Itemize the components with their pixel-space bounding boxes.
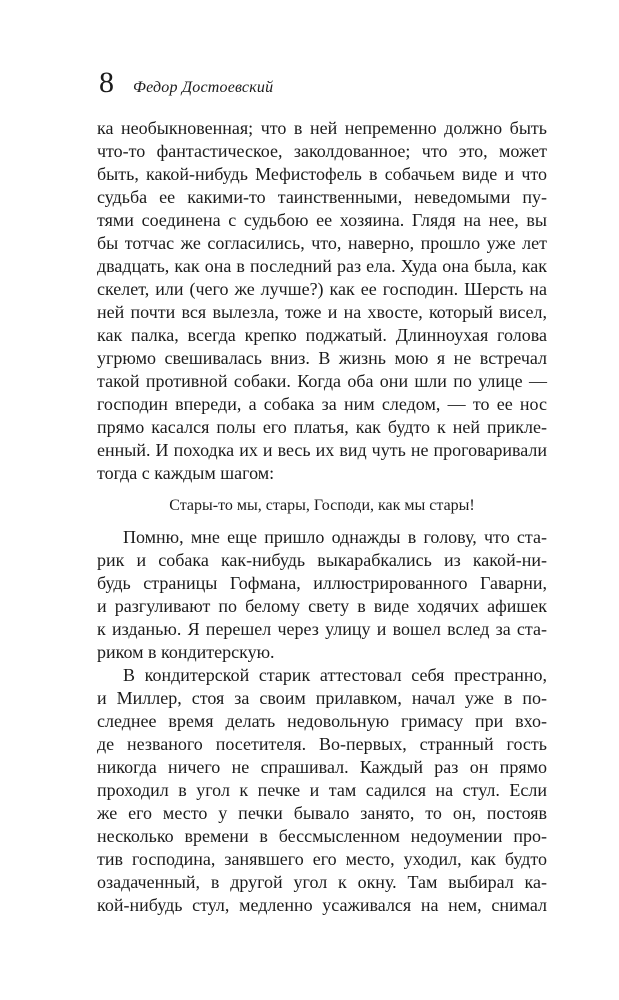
text-line: ка необыкновенная; что в ней непременно должно быть — [97, 118, 547, 138]
text-line: де незваного посетителя. Во-первых, странный гость — [97, 734, 547, 754]
page-number: 8 — [99, 66, 114, 99]
text-line: енный. И походка их и весь их вид чуть не проговаривали — [97, 440, 547, 460]
text-line: Помню, мне еще пришло однажды в голову, что ста- — [123, 527, 547, 547]
text-line: что-то фантастическое, заколдованное; что это, может — [97, 141, 547, 161]
text-line: угрюмо свешивалась вниз. В жизнь мою я не встречал — [97, 348, 547, 368]
paragraph — [97, 664, 547, 917]
text-line: бы тотчас же согласились, что, наверно, прошло уже лет — [97, 233, 547, 253]
text-line: как палка, всегда крепко поджатый. Длинноухая голова — [97, 325, 547, 345]
text-line: будь страницы Гофмана, иллюстрированного Гаварни, — [97, 573, 547, 593]
author-name: Федор Достоевский — [133, 79, 274, 96]
text-line: быть, какой-нибудь Мефистофель в собачьем виде и что — [97, 164, 547, 184]
text-line: В кондитерской старик аттестовал себя престранно, — [123, 665, 547, 685]
text-line: несколько времени в бессмысленном недоумении про- — [97, 826, 547, 846]
verse-line: Стары-то мы, стары, Господи, как мы стары! — [169, 497, 475, 514]
text-line: же его место у печки бывало занято, то он, постояв — [97, 803, 547, 823]
text-line: скелет, или (чего же лучше?) как ее господин. Шерсть на — [97, 279, 547, 299]
paragraph — [97, 526, 547, 664]
text-line: следнее время делать недовольную гримасу при вхо- — [97, 711, 547, 731]
text-line: господин впереди, а собака за ним следом, — то ее нос — [97, 394, 547, 414]
text-line: проходил в угол к печке и там садился на стул. Если — [97, 780, 547, 800]
text-line: судьба ее какими-то таинственными, неведомыми пу- — [97, 187, 547, 207]
text-line: двадцать, как она в последний раз ела. Худа она была, как — [97, 256, 547, 276]
text-line: рик и собака как-нибудь выкарабкались из какой-ни- — [97, 550, 547, 570]
text-line: риком в кондитерскую. — [97, 642, 275, 662]
text-line: тив господина, занявшего его место, уходил, как будто — [97, 849, 547, 869]
text-line: тями соединена с судьбою ее хозяина. Глядя на нее, вы — [97, 210, 547, 230]
paragraph — [97, 117, 547, 485]
running-head — [99, 68, 273, 98]
text-line: прямо касался полы его платья, как будто к ней прикле- — [97, 417, 547, 437]
text-line: озадаченный, в другой угол к окну. Там выбирал ка- — [97, 872, 547, 892]
text-line: и Миллер, стоя за своим прилавком, начал уже в по- — [97, 688, 547, 708]
text-line: ней почти вся вылезла, тоже и на хвосте, который висел, — [97, 302, 547, 322]
text-line: такой противной собаки. Когда оба они шли по улице — — [97, 371, 547, 391]
text-line: кой-нибудь стул, медленно усаживался на нем, снимал — [97, 895, 547, 915]
text-line: никогда ничего не спрашивал. Каждый раз он прямо — [97, 757, 547, 777]
body-text — [97, 117, 547, 917]
text-line: и разгуливают по белому свету в виде ходячих афишек — [97, 596, 547, 616]
text-line: тогда с каждым шагом: — [97, 463, 275, 483]
text-line: к изданью. Я перешел через улицу и вошел вслед за ста- — [97, 619, 547, 639]
